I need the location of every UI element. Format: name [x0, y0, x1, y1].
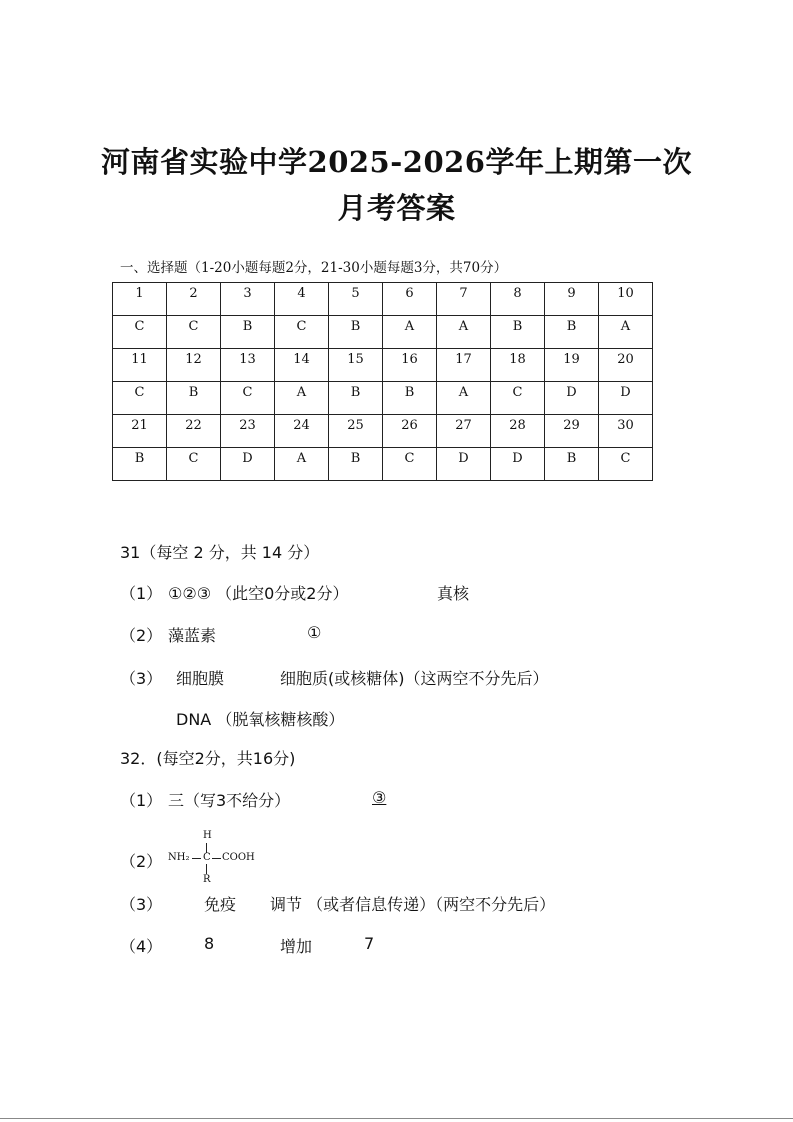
question-number-cell: 6: [383, 283, 437, 316]
answer-cell: B: [329, 448, 383, 481]
question-number-cell: 4: [275, 283, 329, 316]
formula-cooh: COOH: [222, 852, 255, 863]
q31-a3-value: 细胞膜: [176, 669, 225, 688]
page-bottom-divider: [0, 1118, 793, 1119]
q31-a2-value: 藻蓝素: [168, 626, 217, 645]
q32-a4-v2: 增加: [280, 937, 313, 956]
answer-cell: B: [545, 316, 599, 349]
question-number-cell: 7: [437, 283, 491, 316]
question-number-cell: 15: [329, 349, 383, 382]
table-row: [113, 415, 653, 448]
answer-cell: C: [491, 382, 545, 415]
table-row: [113, 316, 653, 349]
question-number-cell: 18: [491, 349, 545, 382]
q31-a1-label: （1）: [120, 584, 163, 603]
q31-heading: 31（每空 2 分，共 14 分）: [120, 543, 320, 562]
table-row: [113, 448, 653, 481]
question-number-cell: 2: [167, 283, 221, 316]
question-number-cell: 12: [167, 349, 221, 382]
question-number-cell: 17: [437, 349, 491, 382]
q31-a2-extra: ①: [307, 623, 322, 642]
answer-cell: C: [113, 316, 167, 349]
answer-cell: C: [167, 316, 221, 349]
answer-cell: C: [221, 382, 275, 415]
question-number-cell: 11: [113, 349, 167, 382]
answer-cell: B: [221, 316, 275, 349]
question-number-cell: 10: [599, 283, 653, 316]
answer-cell: A: [383, 316, 437, 349]
answer-cell: A: [599, 316, 653, 349]
formula-h: H: [203, 830, 212, 841]
answer-cell: A: [437, 316, 491, 349]
amino-acid-formula: [166, 830, 266, 890]
page-title-line2: 月考答案: [337, 191, 456, 225]
answer-cell: C: [113, 382, 167, 415]
answer-cell: A: [275, 382, 329, 415]
question-number-cell: 20: [599, 349, 653, 382]
question-number-cell: 26: [383, 415, 437, 448]
answer-cell: B: [545, 448, 599, 481]
question-number-cell: 9: [545, 283, 599, 316]
question-number-cell: 8: [491, 283, 545, 316]
q32-a3-v1: 免疫: [204, 895, 237, 914]
q32-a4-v1: 8: [204, 934, 215, 953]
answer-cell: B: [113, 448, 167, 481]
question-number-cell: 25: [329, 415, 383, 448]
q31-a1-value: ①②③ （此空0分或2分）: [168, 584, 349, 603]
answer-cell: D: [599, 382, 653, 415]
question-number-cell: 24: [275, 415, 329, 448]
answer-cell: A: [275, 448, 329, 481]
answer-cell: B: [491, 316, 545, 349]
answer-cell: B: [167, 382, 221, 415]
q32-a1-extra: ③: [372, 788, 387, 807]
question-number-cell: 16: [383, 349, 437, 382]
answer-cell: C: [383, 448, 437, 481]
question-number-cell: 19: [545, 349, 599, 382]
q31-a3-extra: 细胞质(或核糖体)（这两空不分先后）: [280, 669, 549, 688]
q31-a3-label: （3）: [120, 669, 163, 688]
question-number-cell: 28: [491, 415, 545, 448]
answer-cell: C: [167, 448, 221, 481]
answer-cell: B: [383, 382, 437, 415]
question-number-cell: 13: [221, 349, 275, 382]
question-number-cell: 23: [221, 415, 275, 448]
q32-heading: 32．(每空2分，共16分): [120, 749, 296, 768]
table-row: [113, 283, 653, 316]
q32-a1-label: （1）: [120, 791, 163, 810]
question-number-cell: 27: [437, 415, 491, 448]
q31-a3-line2: DNA （脱氧核糖核酸）: [176, 710, 345, 729]
table-row: [113, 382, 653, 415]
q31-a1-extra: 真核: [437, 584, 470, 603]
question-number-cell: 29: [545, 415, 599, 448]
question-number-cell: 1: [113, 283, 167, 316]
answer-cell: B: [329, 382, 383, 415]
formula-c: C: [203, 852, 211, 863]
section1-heading: 一、选择题（1-20小题每题2分，21-30小题每题3分，共70分）: [120, 260, 508, 276]
q32-a4-label: （4）: [120, 937, 163, 956]
table-row: [113, 349, 653, 382]
q32-a1-value: 三（写3不给分）: [168, 791, 291, 810]
q32-a3-v2: 调节 （或者信息传递）（两空不分先后）: [270, 895, 556, 914]
answer-cell: C: [275, 316, 329, 349]
q32-a4-v3: 7: [364, 934, 375, 953]
question-number-cell: 14: [275, 349, 329, 382]
formula-nh2: NH₂: [168, 852, 190, 863]
question-number-cell: 22: [167, 415, 221, 448]
choice-answer-table: [112, 282, 653, 481]
question-number-cell: 3: [221, 283, 275, 316]
answer-cell: B: [329, 316, 383, 349]
question-number-cell: 5: [329, 283, 383, 316]
answer-cell: D: [491, 448, 545, 481]
question-number-cell: 30: [599, 415, 653, 448]
answer-cell: D: [545, 382, 599, 415]
q31-a2-label: （2）: [120, 626, 163, 645]
formula-r: R: [203, 874, 211, 885]
q32-a3-label: （3）: [120, 895, 163, 914]
answer-cell: D: [437, 448, 491, 481]
answer-cell: C: [599, 448, 653, 481]
q32-a2-label: （2）: [120, 852, 163, 871]
answer-cell: A: [437, 382, 491, 415]
answer-cell: D: [221, 448, 275, 481]
page-title-line1: 河南省实验中学2025-2026学年上期第一次: [101, 145, 692, 179]
question-number-cell: 21: [113, 415, 167, 448]
